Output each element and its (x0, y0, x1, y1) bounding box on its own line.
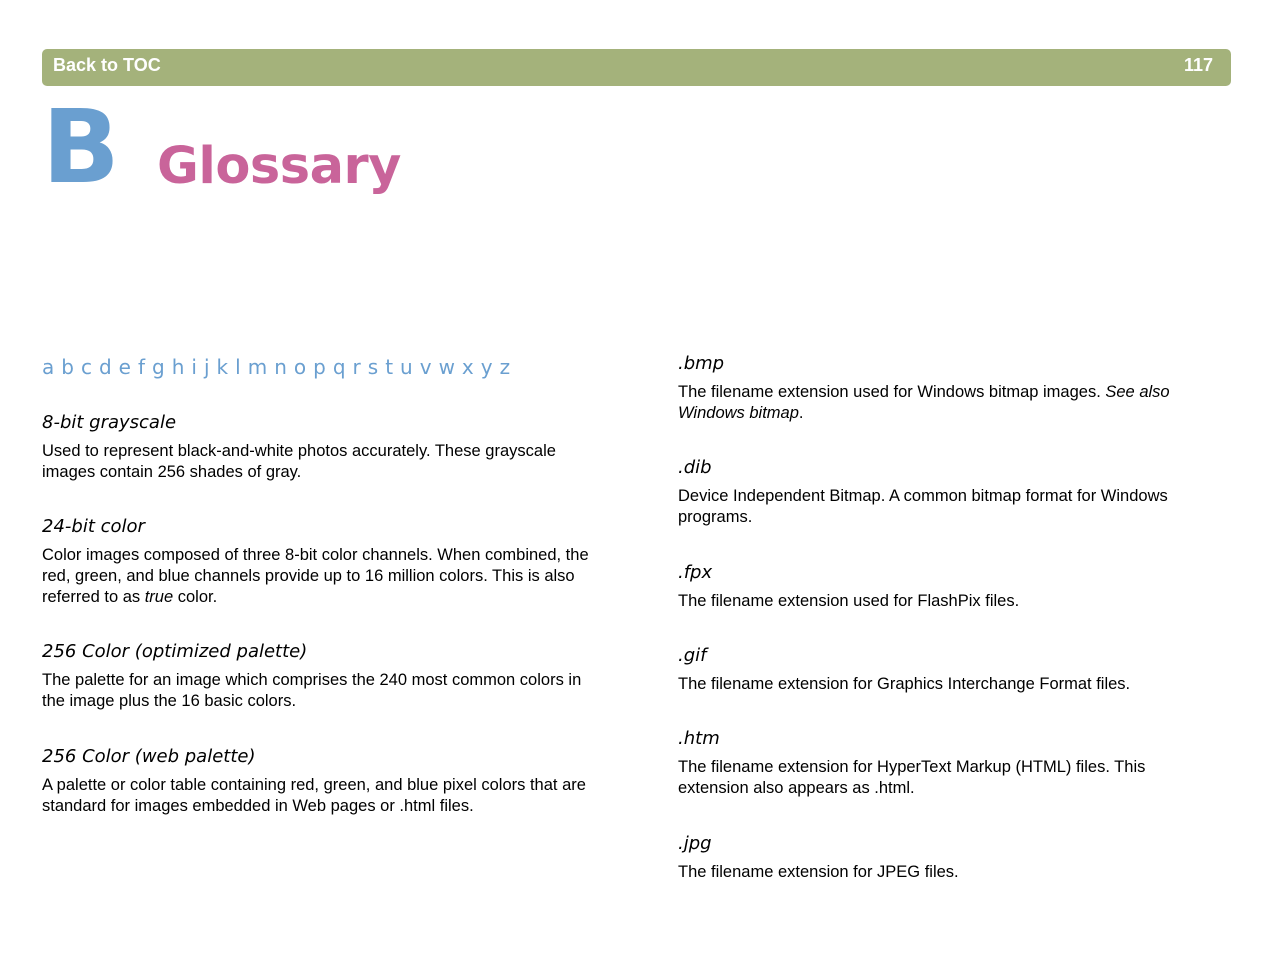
glossary-term: .dib (678, 457, 712, 478)
alpha-link-g[interactable]: g (152, 355, 165, 379)
glossary-term: .fpx (678, 562, 713, 583)
alpha-link-c[interactable]: c (80, 355, 92, 379)
alpha-link-u[interactable]: u (400, 355, 413, 379)
alpha-link-v[interactable]: v (419, 355, 432, 379)
glossary-definition (42, 545, 602, 608)
glossary-definition (678, 382, 1218, 424)
alpha-link-i[interactable]: i (191, 355, 197, 379)
page-number: 117 (1183, 55, 1213, 75)
glossary-entry (42, 641, 602, 712)
glossary-entry (42, 516, 602, 608)
alpha-link-w[interactable]: w (438, 355, 455, 379)
definition-text: . (798, 404, 804, 422)
glossary-term: 256 Color (web palette) (42, 746, 256, 767)
header-bar (42, 49, 1231, 86)
definition-text: Color images composed of three 8-bit color channels. When combined, the red, green, and blue channels provide up to 16 million colors. This is also referred to as (42, 546, 589, 606)
glossary-term: .bmp (678, 353, 725, 374)
alpha-link-z[interactable]: z (499, 355, 511, 379)
glossary-entry (678, 728, 1218, 799)
alpha-link-q[interactable]: q (332, 355, 346, 379)
alpha-link-k[interactable]: k (216, 355, 229, 379)
glossary-entry (678, 353, 1218, 424)
alpha-link-m[interactable]: m (247, 355, 268, 379)
see-also-link[interactable]: See also Windows bitmap (678, 383, 1170, 422)
back-to-toc-link[interactable]: Back to TOC (53, 55, 161, 75)
alpha-link-f[interactable]: f (137, 355, 146, 379)
glossary-entry (678, 645, 1218, 695)
glossary-term: .jpg (678, 833, 712, 854)
alpha-link-r[interactable]: r (352, 355, 361, 379)
glossary-term: 256 Color (optimized palette) (42, 641, 308, 662)
glossary-entry (678, 562, 1218, 612)
glossary-entry (42, 746, 602, 817)
glossary-definition: The palette for an image which comprises the 240 most common colors in the image plus the 16 basic colors. (42, 671, 582, 710)
chapter-letter: B (42, 88, 120, 207)
definition-emphasis: true (144, 588, 174, 606)
alpha-link-p[interactable]: p (313, 355, 326, 379)
glossary-term: .htm (678, 728, 720, 749)
alpha-link-b[interactable]: b (61, 355, 74, 379)
alphabet-nav (42, 355, 517, 379)
alpha-link-a[interactable]: a (42, 355, 55, 379)
alpha-link-e[interactable]: e (118, 355, 131, 379)
alpha-link-y[interactable]: y (480, 355, 493, 379)
definition-text: The filename extension used for Windows bitmap images. (678, 383, 1106, 401)
definition-text: color. (173, 588, 218, 606)
glossary-entry (678, 833, 1218, 883)
alpha-link-l[interactable]: l (235, 355, 241, 379)
alpha-link-n[interactable]: n (274, 355, 287, 379)
glossary-definition: The filename extension for JPEG files. (678, 863, 959, 881)
alpha-link-t[interactable]: t (385, 355, 394, 379)
alpha-link-j[interactable]: j (203, 355, 210, 379)
alpha-link-x[interactable]: x (461, 355, 474, 379)
glossary-definition: The filename extension for HyperText Markup (HTML) files. This extension also appears as .html. (678, 758, 1146, 797)
alpha-link-o[interactable]: o (293, 355, 307, 379)
glossary-definition: A palette or color table containing red, green, and blue pixel colors that are standard for images embedded in Web pages or .html files. (42, 776, 586, 815)
glossary-entry (42, 412, 602, 483)
alpha-link-s[interactable]: s (367, 355, 379, 379)
glossary-definition: Device Independent Bitmap. A common bitmap format for Windows programs. (678, 487, 1168, 526)
glossary-entry (678, 457, 1218, 528)
chapter-title: Glossary (157, 137, 401, 196)
glossary-term: 8-bit grayscale (42, 412, 177, 433)
alpha-link-d[interactable]: d (98, 355, 112, 379)
glossary-term: .gif (678, 645, 707, 666)
glossary-definition: The filename extension used for FlashPix files. (678, 592, 1020, 610)
alpha-link-h[interactable]: h (171, 355, 185, 379)
glossary-definition: Used to represent black-and-white photos accurately. These grayscale images contain 256 shades of gray. (42, 442, 556, 481)
glossary-term: 24-bit color (42, 516, 145, 537)
glossary-definition: The filename extension for Graphics Interchange Format files. (678, 675, 1131, 693)
